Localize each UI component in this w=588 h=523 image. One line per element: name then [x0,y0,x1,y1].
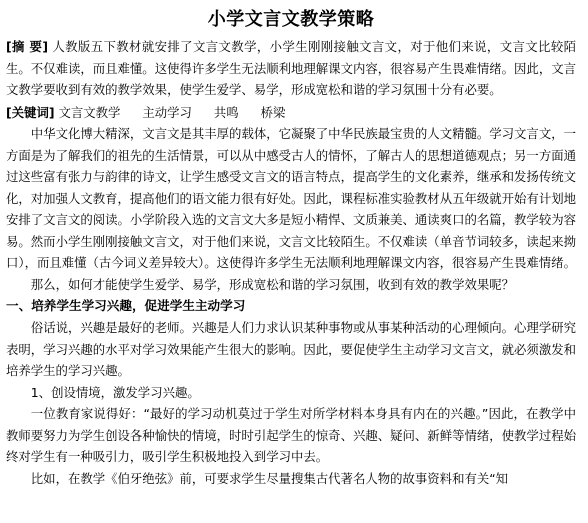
keywords-label: [关键词] [6,104,55,120]
keywords-line [6,102,576,124]
body-paragraph: 那么，如何才能使学生爱学、易学，形成宽松和谐的学习氛围，收到有效的教学效果呢？ [30,276,515,292]
body-paragraph: 俗话说，兴趣是最好的老师。兴趣是人们力求认识某种事物或从事某种活动的心理倾向。心理学研究表明，学习兴趣的水平对学习效果能产生很大的影响。因此，要促使学生主动学习文言文，就必须激发和培养学生的学习兴趣。 [6,320,576,378]
abstract-text: 人教版五下教材就安排了文言文教学，小学生刚刚接触文言文，对于他们来说，文言文比较陌生。不仅难读，而且难懂。这使得许多学生无法顺利地理解课文内容，很容易产生畏难情绪。因此，文言文教学要收到有效的教学效果，使学生爱学、易学，形成宽松和谐的学习氛围十分有必要。 [6,39,577,97]
abstract-label: [摘 要] [6,39,48,54]
body-paragraph: 中华文化博大精深，文言文是其丰厚的载体，它凝聚了中华民族最宝贵的人文精髓。学习文言文，一方面是为了解我们的祖先的生活情景，可以从中感受古人的情怀，了解古人的思想道德观点；另一方面通过这些富有张力与韵律的诗文，让学生感受文言文的语言特点，提高学生的文化素养，继承和发扬传统文化，对加强人文教育，提高他们的语文能力很有好处。因此，课程标准实验教材从五年级就开始有计划地安排了文言文的阅读。小学阶段入选的文言文大多是短小精悍、文质兼美、通读爽口的名篇，教学较为容易。然而小学生刚刚接触文言文，对于他们来说，文言文比较陌生。不仅难读（单音节词较多，读起来拗口），而且难懂（古今词义差异较大）。这使得许多学生无法顺利地理解课文内容，很容易产生畏难情绪。 [6,126,576,270]
section-heading: 一、培养学生学习兴趣，促进学生主动学习 [6,298,246,313]
subsection-heading: 1、创设情境，激发学习兴趣。 [30,384,200,400]
abstract-paragraph [6,36,576,101]
body-paragraph: 一位教育家说得好：“最好的学习动机莫过于学生对所学材料本身具有内在的兴趣。”因此，在教学中教师要努力为学生创设各种愉快的情境，时时引起学生的惊奇、兴趣、疑问、新鲜等情绪，使教学过程始终对学生有一种吸引力，吸引学生积极地投入到学习中去。 [6,406,576,464]
keyword-item: 主动学习 [142,104,192,120]
body-paragraph: 比如，在教学《伯牙绝弦》前，可要求学生尽量搜集古代著名人物的故事资料和有关“知 [30,470,509,486]
document-title: 小学文言文教学策略 [207,9,375,30]
keyword-item: 共鸣 [213,104,239,120]
keyword-item: 文言文教学 [58,104,121,120]
keyword-item: 桥梁 [260,104,286,120]
